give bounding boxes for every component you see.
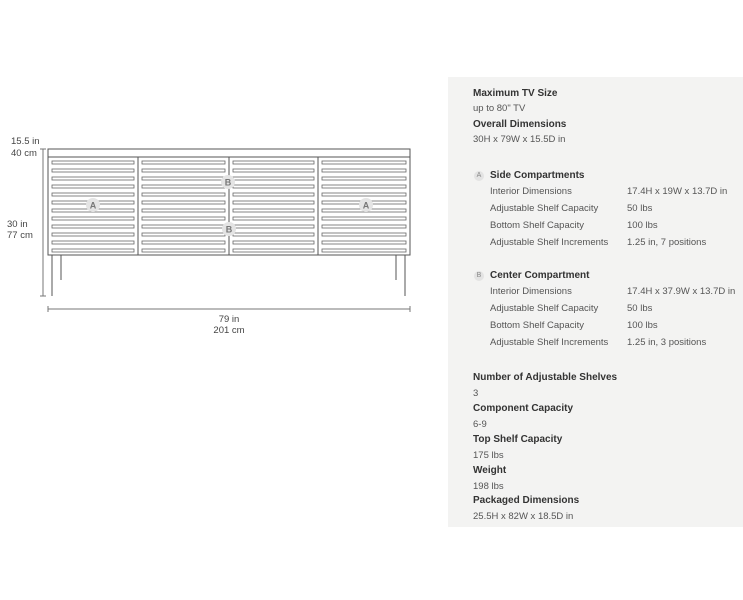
door-slat <box>52 169 134 172</box>
door-slat <box>233 217 314 220</box>
door-slat <box>52 177 134 180</box>
door-slat <box>52 185 134 188</box>
side-compartment-badge: A <box>474 171 484 181</box>
door-slat <box>322 249 406 252</box>
door-slat <box>142 177 225 180</box>
door-slat <box>233 201 314 204</box>
max-tv-value: up to 80" TV <box>473 103 526 114</box>
component-capacity-title: Component Capacity <box>473 403 574 414</box>
badge-b-bottom <box>222 222 236 236</box>
door-slat <box>322 193 406 196</box>
side-row-value: 100 lbs <box>627 220 658 231</box>
door-slat <box>142 233 225 236</box>
door-slat <box>142 185 225 188</box>
door-slat <box>52 249 134 252</box>
body-in-label: 30 in <box>7 219 28 230</box>
top-shelf-capacity-value: 175 lbs <box>473 450 504 461</box>
door-slat <box>233 177 314 180</box>
weight-title: Weight <box>473 465 507 476</box>
door-slat <box>52 161 134 164</box>
door-slat <box>322 161 406 164</box>
door-slat <box>142 249 225 252</box>
packaged-dimensions-value: 25.5H x 82W x 18.5D in <box>473 511 574 522</box>
packaged-dimensions-title: Packaged Dimensions <box>473 495 580 506</box>
door-slat <box>142 201 225 204</box>
center-compartment-badge: B <box>474 271 484 281</box>
height-cm-label: 40 cm <box>11 148 37 159</box>
door-slat <box>233 225 314 228</box>
door-slat <box>52 241 134 244</box>
side-row-label: Bottom Shelf Capacity <box>490 220 584 231</box>
svg-text:A: A <box>89 200 97 211</box>
door-slat <box>322 185 406 188</box>
svg-text:A: A <box>362 200 370 211</box>
max-tv-title: Maximum TV Size <box>473 88 558 99</box>
door-slat <box>322 169 406 172</box>
overall-dimensions-value: 30H x 79W x 15.5D in <box>473 134 566 145</box>
svg-text:B: B <box>225 224 233 235</box>
door-slat <box>233 185 314 188</box>
door-slat <box>322 217 406 220</box>
side-row-label: Adjustable Shelf Capacity <box>490 203 599 214</box>
badge-b-top <box>221 175 235 189</box>
badge-a-left <box>86 198 100 212</box>
overall-dimensions-title: Overall Dimensions <box>473 119 567 130</box>
door-slat <box>233 169 314 172</box>
door-slat <box>322 233 406 236</box>
center-row-label: Adjustable Shelf Increments <box>490 337 609 348</box>
door-slat <box>52 193 134 196</box>
door-slat <box>142 241 225 244</box>
badge-a-right <box>359 198 373 212</box>
door-slat <box>142 225 225 228</box>
side-row-label: Interior Dimensions <box>490 186 572 197</box>
cabinet-diagram <box>0 0 440 340</box>
door-slat <box>233 249 314 252</box>
door-slat <box>322 225 406 228</box>
svg-text:B: B <box>224 177 232 188</box>
side-compartments-title: Side Compartments <box>490 170 585 181</box>
side-row-value: 1.25 in, 7 positions <box>627 237 707 248</box>
width-in-label: 79 in <box>218 314 240 325</box>
center-row-label: Interior Dimensions <box>490 286 572 297</box>
center-compartment-title: Center Compartment <box>490 270 590 281</box>
weight-value: 198 lbs <box>473 481 504 492</box>
door-slat <box>142 169 225 172</box>
top-shelf-capacity-title: Top Shelf Capacity <box>473 434 563 445</box>
center-row-value: 1.25 in, 3 positions <box>627 337 707 348</box>
height-in-label: 15.5 in <box>11 136 40 147</box>
door-slat <box>233 161 314 164</box>
side-row-value: 17.4H x 19W x 13.7D in <box>627 186 728 197</box>
door-slat <box>52 233 134 236</box>
width-cm-label: 201 cm <box>213 325 245 336</box>
body-cm-label: 77 cm <box>7 230 33 241</box>
door-slat <box>142 209 225 212</box>
door-slat <box>322 241 406 244</box>
center-row-value: 17.4H x 37.9W x 13.7D in <box>627 286 736 297</box>
door-slat <box>233 241 314 244</box>
door-slat <box>52 225 134 228</box>
door-slat <box>233 193 314 196</box>
side-row-value: 50 lbs <box>627 203 653 214</box>
center-row-label: Bottom Shelf Capacity <box>490 320 584 331</box>
adjustable-shelves-value: 3 <box>473 388 479 399</box>
cabinet-top <box>48 149 410 157</box>
component-capacity-value: 6-9 <box>473 419 487 430</box>
adjustable-shelves-title: Number of Adjustable Shelves <box>473 372 618 383</box>
door-slat <box>142 193 225 196</box>
side-row-label: Adjustable Shelf Increments <box>490 237 609 248</box>
door-slat <box>142 161 225 164</box>
center-row-label: Adjustable Shelf Capacity <box>490 303 599 314</box>
door-slat <box>233 233 314 236</box>
center-row-value: 100 lbs <box>627 320 658 331</box>
door-slat <box>142 217 225 220</box>
door-slat <box>322 177 406 180</box>
door-slat <box>233 209 314 212</box>
door-slat <box>52 217 134 220</box>
center-row-value: 50 lbs <box>627 303 653 314</box>
